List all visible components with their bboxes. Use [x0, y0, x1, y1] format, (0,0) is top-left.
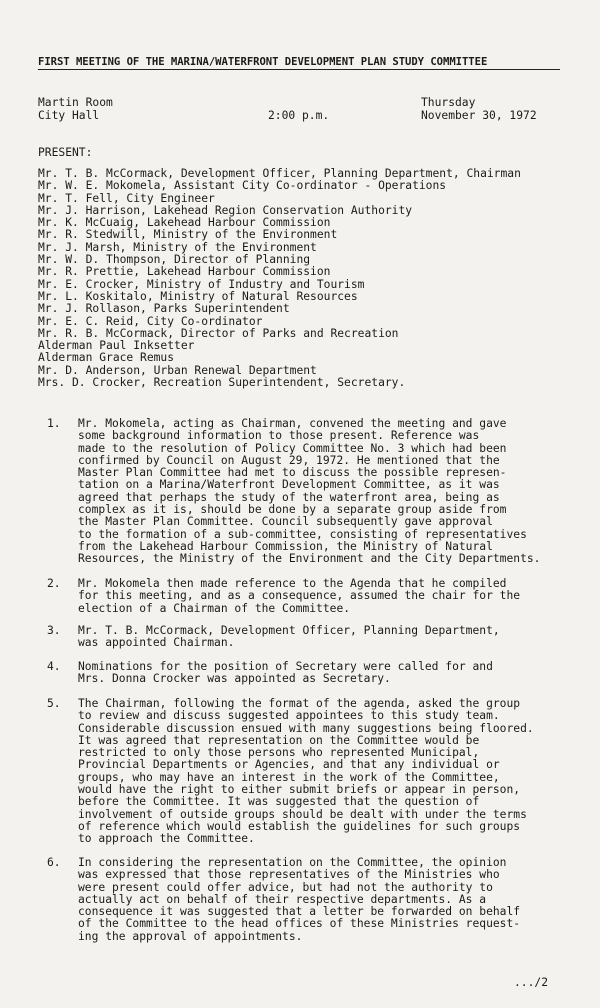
- item-line: before the Committee. It was suggested that the question of: [78, 795, 480, 809]
- meeting-place: City Hall: [38, 109, 100, 122]
- item-line: tation on a Marina/Waterfront Development Committee, as it was: [78, 478, 500, 492]
- meeting-day: Thursday: [421, 96, 476, 109]
- attendee: Mr. J. Marsh, Ministry of the Environment: [38, 240, 317, 254]
- item-number: 4.: [47, 660, 61, 673]
- attendee: Mr. E. Crocker, Ministry of Industry and Tourism: [38, 277, 365, 291]
- item-text: [78, 418, 541, 566]
- item-line: Mrs. Donna Crocker was appointed as Secretary.: [78, 672, 391, 686]
- meeting-room: Martin Room: [38, 96, 113, 109]
- item-line: In considering the representation on the Committee, the opinion: [78, 856, 507, 869]
- attendee: Mr. R. Stedwill, Ministry of the Environment: [38, 228, 338, 242]
- item-line: would have the right to either submit briefs or appear in person,: [78, 783, 521, 797]
- item-line: complex as it is, should be done by a separate group aside from: [78, 503, 507, 517]
- page-continuation: .../2: [514, 976, 549, 989]
- attendee: Mr. L. Koskitalo, Ministry of Natural Resources: [38, 289, 358, 303]
- item-line: from the Lakehead Harbour Commission, the Ministry of Natural: [78, 539, 493, 553]
- item-number: 1.: [47, 417, 61, 430]
- item-number: 2.: [47, 577, 61, 590]
- item-line: Mr. T. B. McCormack, Development Officer, Planning Department,: [78, 624, 500, 637]
- attendee: Mrs. D. Crocker, Recreation Superintendent, Secretary.: [38, 376, 406, 390]
- meeting-time: 2:00 p.m.: [268, 109, 330, 122]
- item-line: Mr. Mokomela, acting as Chairman, convened the meeting and gave: [78, 417, 507, 430]
- item-line: groups, who may have an interest in the work of the Committee,: [78, 770, 500, 784]
- item-line: agreed that perhaps the study of the waterfront area, being as: [78, 490, 500, 504]
- item-line: restricted to only those persons who represented Municipal,: [78, 746, 480, 760]
- attendee: Mr. E. C. Reid, City Co-ordinator: [38, 314, 263, 328]
- attendee: Mr. K. McCuaig, Lakehead Harbour Commission: [38, 216, 331, 230]
- item-line: confirmed by Council on August 29, 1972. He mentioned that the: [78, 453, 500, 467]
- item-text: [78, 661, 493, 686]
- item-number: 6.: [47, 856, 61, 869]
- item-line: was appointed Chairman.: [78, 636, 235, 650]
- attendee: Mr. W. D. Thompson, Director of Planning: [38, 253, 311, 267]
- attendee: Mr. D. Anderson, Urban Renewal Department: [38, 363, 317, 377]
- item-line: Resources, the Ministry of the Environment and the City Departments.: [78, 552, 541, 566]
- item-line: Provincial Departments or Agencies, and that any individual or: [78, 758, 500, 772]
- item-number: 5.: [47, 697, 61, 710]
- present-label: PRESENT:: [38, 146, 93, 159]
- item-line: of the Committee to the head offices of these Ministries request-: [78, 917, 521, 931]
- item-line: consequence it was suggested that a letter be forwarded on behalf: [78, 905, 521, 919]
- meeting-date: November 30, 1972: [421, 109, 537, 122]
- item-text: [78, 578, 520, 615]
- item-number: 3.: [47, 624, 61, 637]
- item-line: The Chairman, following the format of the agenda, asked the group: [78, 697, 521, 710]
- attendee: Mr. R. B. McCormack, Director of Parks and Recreation: [38, 326, 399, 340]
- item-line: to the formation of a sub-committee, consisting of representatives: [78, 527, 527, 541]
- item-line: Nominations for the position of Secretary were called for and: [78, 660, 493, 673]
- attendee: Alderman Grace Remus: [38, 351, 175, 365]
- item-text: [78, 698, 534, 846]
- item-line: to approach the Committee.: [78, 832, 255, 846]
- attendee: Mr. R. Prettie, Lakehead Harbour Commission: [38, 265, 331, 279]
- item-text: [78, 857, 520, 943]
- item-line: actually act on behalf of their respective departments. As a: [78, 892, 487, 906]
- attendee: Alderman Paul Inksetter: [38, 339, 195, 353]
- item-line: the Master Plan Committee. Council subsequently gave approval: [78, 515, 493, 529]
- attendee: Mr. J. Harrison, Lakehead Region Conservation Authority: [38, 203, 413, 217]
- attendee-list: [38, 168, 521, 389]
- item-line: was expressed that those representatives of the Ministries who: [78, 868, 500, 882]
- item-line: made to the resolution of Policy Committee No. 3 which had been: [78, 441, 507, 455]
- item-line: for this meeting, and as a consequence, assumed the chair for the: [78, 589, 521, 603]
- item-text: [78, 625, 500, 650]
- attendee: Mr. T. B. McCormack, Development Officer, Planning Department, Chairman: [38, 167, 521, 180]
- item-line: Considerable discussion ensued with many suggestions being floored.: [78, 721, 534, 735]
- item-line: of reference which would establish the guidelines for such groups: [78, 819, 521, 833]
- item-line: It was agreed that representation on the Committee would be: [78, 733, 480, 747]
- attendee: Mr. T. Fell, City Engineer: [38, 191, 215, 205]
- item-line: Mr. Mokomela then made reference to the Agenda that he compiled: [78, 577, 507, 590]
- attendee: Mr. J. Rollason, Parks Superintendent: [38, 302, 290, 316]
- item-line: election of a Chairman of the Committee.: [78, 601, 351, 615]
- item-line: involvement of outside groups should be dealt with under the terms: [78, 807, 527, 821]
- item-line: to review and discuss suggested appointees to this study team.: [78, 709, 500, 723]
- item-line: ing the approval of appointments.: [78, 929, 303, 943]
- document-title: FIRST MEETING OF THE MARINA/WATERFRONT DEVELOPMENT PLAN STUDY COMMITTEE: [38, 56, 560, 70]
- item-line: Master Plan Committee had met to discuss the possible represen-: [78, 466, 507, 480]
- item-line: some background information to those present. Reference was: [78, 429, 480, 443]
- attendee: Mr. W. E. Mokomela, Assistant City Co-ordinator - Operations: [38, 179, 447, 193]
- item-line: were present could offer advice, but had not the authority to: [78, 880, 493, 894]
